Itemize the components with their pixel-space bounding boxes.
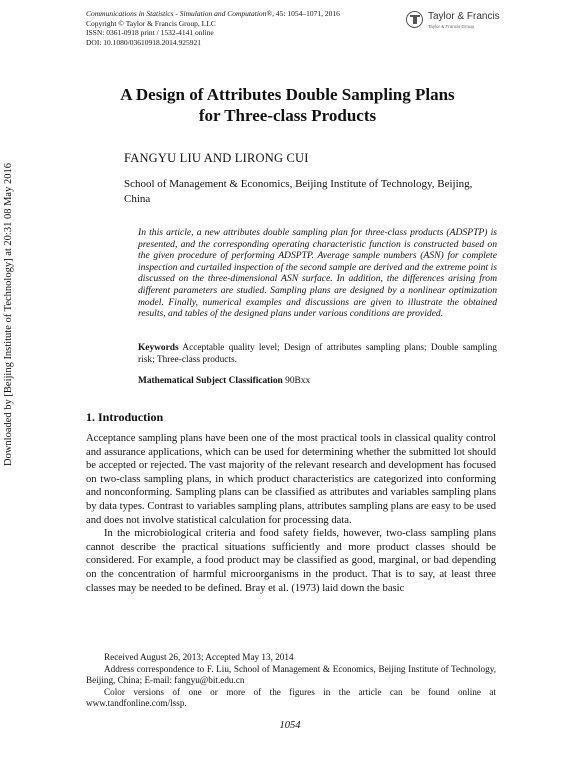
publisher-logo[interactable]	[406, 11, 556, 35]
journal-volume: , 45: 1054–1071, 2016	[272, 9, 340, 18]
msc-label: Mathematical Subject Classification	[138, 376, 283, 386]
paragraph-1: Acceptance sampling plans have been one of the most practical tools in classical quality control and assurance applications, which can be used for determining whether the submitted lot should be accepted or rejected. The vast majority of the relevant research and development has focused on two-class sampling plans, in which product characteristics are categorized into conforming and nonconforming. Sampling plans can be classified as attributes and variables sampling plans by data types. Contrast to variables sampling plans, attributes sampling plans are easy to be used and does not involve statistical calculation for processing data.	[86, 433, 496, 526]
footnotes	[86, 652, 496, 710]
keywords	[138, 343, 497, 366]
msc-code: 90Bxx	[285, 376, 311, 386]
paragraph-2: In the microbiological criteria and food safety fields, however, two-class sampling plans cannot describe the practical situations sufficiently and more product classes should be considered. For example, a food product may be classified as good, marginal, or bad depending on the concentration of harmful microorganisms in the product. That is to say, at least three classes may be needed to be defined. Bray et al. (1973) laid down the basic	[86, 528, 496, 594]
subject-classification	[138, 376, 497, 386]
copyright-line: Copyright © Taylor & Francis Group, LLC	[86, 18, 216, 28]
publisher-logo-icon	[406, 11, 423, 28]
issn-line: ISSN: 0361-0918 print / 1532-4141 online	[86, 28, 214, 38]
page-number: 1054	[279, 720, 301, 731]
keywords-text: Acceptable quality level; Design of attributes sampling plans; Double sampling risk; Three-class products.	[138, 343, 497, 365]
section-heading: 1. Introduction	[86, 410, 164, 424]
publisher-name: Taylor & Francis	[428, 11, 500, 22]
title-line-2: for Three-class Products	[198, 106, 377, 125]
article-title	[90, 84, 485, 126]
received-note: Received August 26, 2013; Accepted May 13, 2014	[104, 652, 294, 662]
journal-name[interactable]: Communications in Statistics - Simulation and Computation®	[86, 9, 273, 18]
title-line-1: A Design of Attributes Double Sampling Plans	[120, 85, 455, 104]
doi-line[interactable]: DOI: 10.1080/03610918.2014.925921	[86, 37, 201, 47]
body-text	[86, 432, 496, 595]
publisher-subname: Taylor & Francis Group	[428, 24, 475, 29]
authors: FANGYU LIU AND LIRONG CUI	[124, 151, 309, 165]
download-note: Downloaded by [Beijing Institute of Technology] at 20:31 08 May 2016	[3, 163, 14, 466]
color-note: Color versions of one or more of the figures in the article can be found online at www.tandfonline.com/lssp.	[86, 686, 496, 709]
affiliation: School of Management & Economics, Beijing Institute of Technology, Beijing, China	[124, 178, 473, 205]
journal-header	[86, 9, 386, 47]
keywords-label: Keywords	[138, 343, 179, 353]
abstract: In this article, a new attributes double sampling plan for three-class products (ADSPTP) is presented, and the corresponding operating characteristic function is constructed based on the given procedure of performing ADSPTP. Average sample numbers (ASN) for complete inspection and curtailed inspection of the second sample are derived and the extreme point is discussed on the three-dimensional ASN surface. In addition, the differences arising from different parameters are studied. Sampling plans are designed by a nonlinear optimization model. Finally, numerical examples and discussions are given to illustrate the obtained results, and tables of the designed plans under various conditions are provided.	[138, 227, 497, 320]
correspondence-note: Address correspondence to F. Liu, School of Management & Economics, Beijing Institute of Technology, Beijing, China; E-mail: fangyu@bit.edu.cn	[86, 663, 496, 686]
